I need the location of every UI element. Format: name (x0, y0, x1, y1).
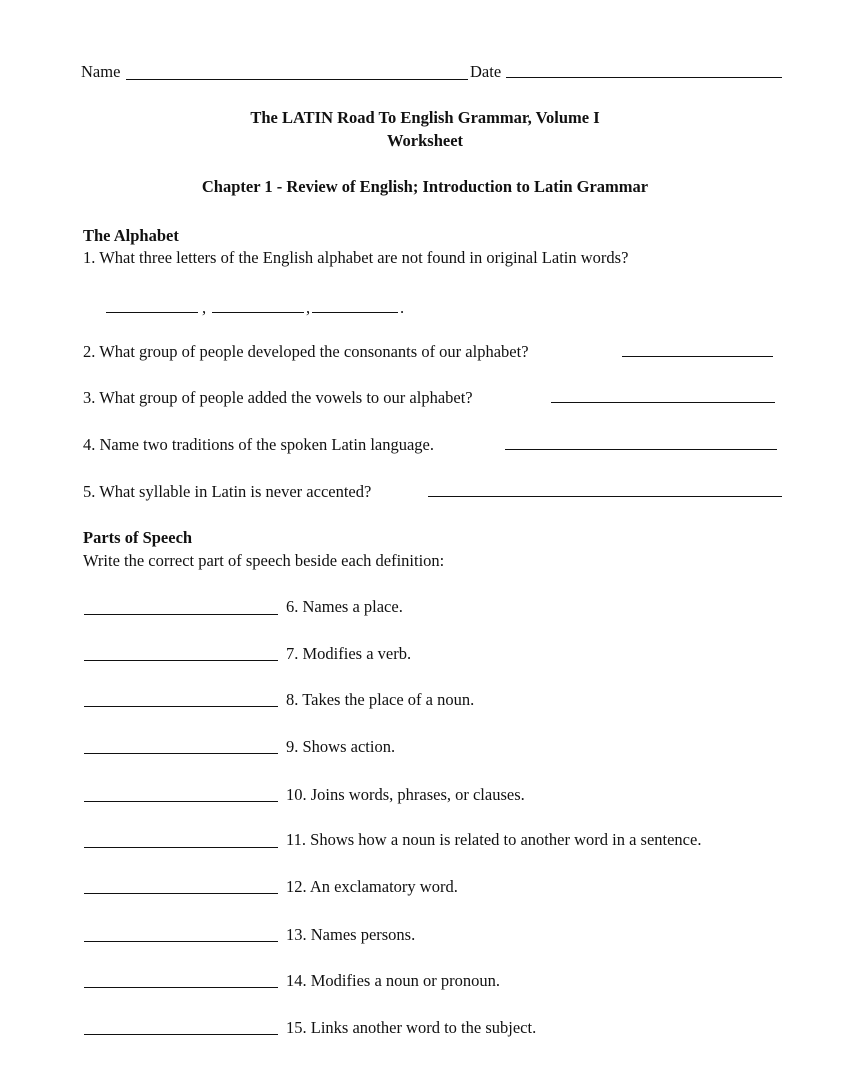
answer-field[interactable] (84, 801, 278, 802)
worksheet-subtitle: Worksheet (386, 131, 464, 150)
answer-field[interactable] (84, 987, 278, 988)
question-4: 4. Name two traditions of the spoken Latin language. (83, 435, 434, 454)
definition-7: 7. Modifies a verb. (286, 644, 412, 663)
answer-separator: , (306, 298, 311, 317)
answer-field[interactable] (84, 753, 278, 754)
definition-10: 10. Joins words, phrases, or clauses. (286, 785, 525, 804)
answer-2-field[interactable] (622, 356, 773, 357)
definition-14: 14. Modifies a noun or pronoun. (286, 971, 501, 990)
answer-field[interactable] (84, 1034, 278, 1035)
answer-field[interactable] (84, 893, 278, 894)
name-field[interactable] (126, 79, 468, 80)
definition-9: 9. Shows action. (286, 737, 396, 756)
definition-12: 12. An exclamatory word. (286, 877, 458, 896)
answer-1a-field[interactable] (106, 312, 198, 313)
definition-8: 8. Takes the place of a noun. (286, 690, 475, 709)
answer-1b-field[interactable] (212, 312, 304, 313)
answer-1c-field[interactable] (312, 312, 398, 313)
answer-field[interactable] (84, 706, 278, 707)
answer-4-field[interactable] (505, 449, 777, 450)
answer-field[interactable] (84, 660, 278, 661)
answer-field[interactable] (84, 847, 278, 848)
name-label: Name (81, 62, 121, 81)
definition-6: 6. Names a place. (286, 597, 403, 616)
alphabet-heading: The Alphabet (83, 226, 179, 245)
answer-field[interactable] (84, 941, 278, 942)
parts-of-speech-instruction: Write the correct part of speech beside each definition: (83, 551, 445, 570)
answer-separator: . (400, 298, 405, 317)
date-label: Date (470, 62, 502, 81)
definition-13: 13. Names persons. (286, 925, 416, 944)
date-field[interactable] (506, 77, 782, 78)
definition-11: 11. Shows how a noun is related to another word in a sentence. (286, 830, 702, 849)
parts-of-speech-heading: Parts of Speech (83, 528, 193, 547)
chapter-title: Chapter 1 - Review of English; Introduction to Latin Grammar (201, 177, 649, 196)
question-2: 2. What group of people developed the consonants of our alphabet? (83, 342, 529, 361)
answer-5-field[interactable] (428, 496, 782, 497)
question-1: 1. What three letters of the English alphabet are not found in original Latin words? (83, 248, 629, 267)
answer-3-field[interactable] (551, 402, 775, 403)
answer-field[interactable] (84, 614, 278, 615)
question-3: 3. What group of people added the vowels to our alphabet? (83, 388, 473, 407)
definition-15: 15. Links another word to the subject. (286, 1018, 537, 1037)
question-5: 5. What syllable in Latin is never accented? (83, 482, 372, 501)
answer-separator: , (202, 298, 207, 317)
worksheet-title: The LATIN Road To English Grammar, Volume I (250, 108, 600, 127)
